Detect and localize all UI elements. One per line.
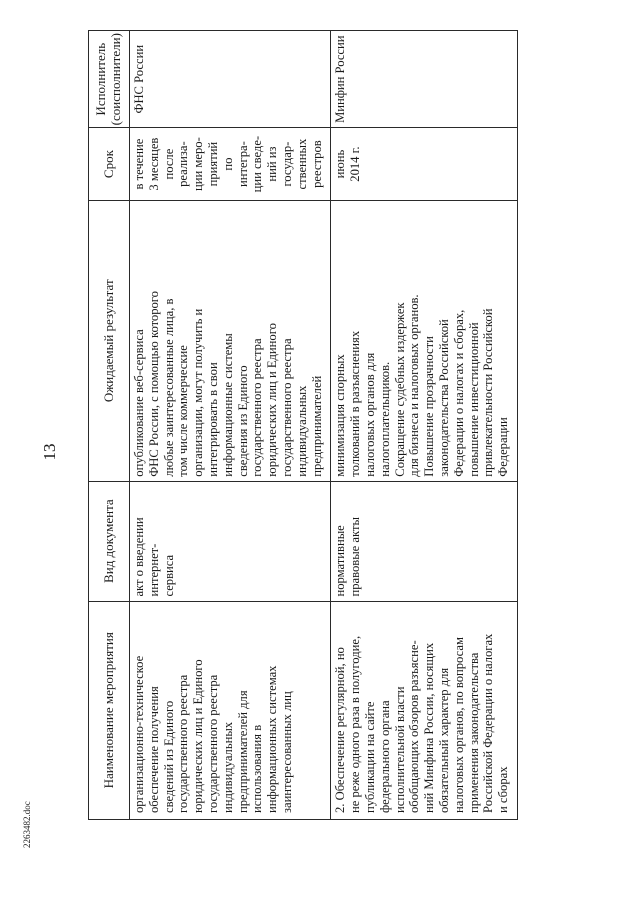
row-doc-type: акт о введении интернет- сервиса <box>130 481 331 601</box>
rotated-sheet <box>40 22 600 882</box>
row-executor: Минфин России <box>331 31 518 128</box>
row-name: 2. Обеспечение регулярной, но не реже одного раза в полугодие, публикации на сайте федерального органа исполнительной власти обобщающих обзоров разъясне- ний Минфина России, носящих обязательный характер для налоговых органов, по вопросам применения законодательства Российской Федерации о налогах и сборах <box>331 601 518 819</box>
header-name: Наименование мероприятия <box>89 601 130 819</box>
row-deadline: в течение 3 месяцев после реализа- ции меро- приятий по интегра- ции сведе- ний из государ- ственных реестров <box>130 128 331 200</box>
row-name: организационно-техническое обеспечение получения сведений из Единого государственного реестра юридических лиц и Единого государственного реестра индивидуальных предпринимателей для использования в информационных системах заинтересованных лиц <box>130 601 331 819</box>
row-deadline: июнь 2014 г. <box>331 128 518 200</box>
header-deadline: Срок <box>89 128 130 200</box>
table-row <box>130 31 331 820</box>
measures-table <box>88 30 518 820</box>
table-row <box>331 31 518 820</box>
row-doc-type: нормативные правовые акты <box>331 481 518 601</box>
file-reference: 2263482.doc <box>22 801 32 848</box>
row-result: опубликование веб-сервиса ФНС России, с помощью которого любые заинтересованные лица, в том числе коммерческие организации, могут получить и интегрировать в свои информационные системы сведения из Единого государственного реестра юридических лиц и Единого государственного реестра индивидуальных предпринимателей <box>130 200 331 481</box>
row-executor: ФНС России <box>130 31 331 128</box>
header-result: Ожидаемый результат <box>89 200 130 481</box>
table-header-row <box>89 31 130 820</box>
page-number: 13 <box>40 443 59 461</box>
header-doc-type: Вид документа <box>89 481 130 601</box>
row-result: минимизация спорных толкований в разъяснениях налоговых органов для налогоплательщиков. Сокращение судебных издержек для бизнеса и налоговых органов. Повышение прозрачности законодательства Российской Федерации о налогах и сборах, повышение инвестиционной привлекательности Российской Федерации <box>331 200 518 481</box>
header-executor: Исполнитель (соисполнители) <box>89 31 130 128</box>
